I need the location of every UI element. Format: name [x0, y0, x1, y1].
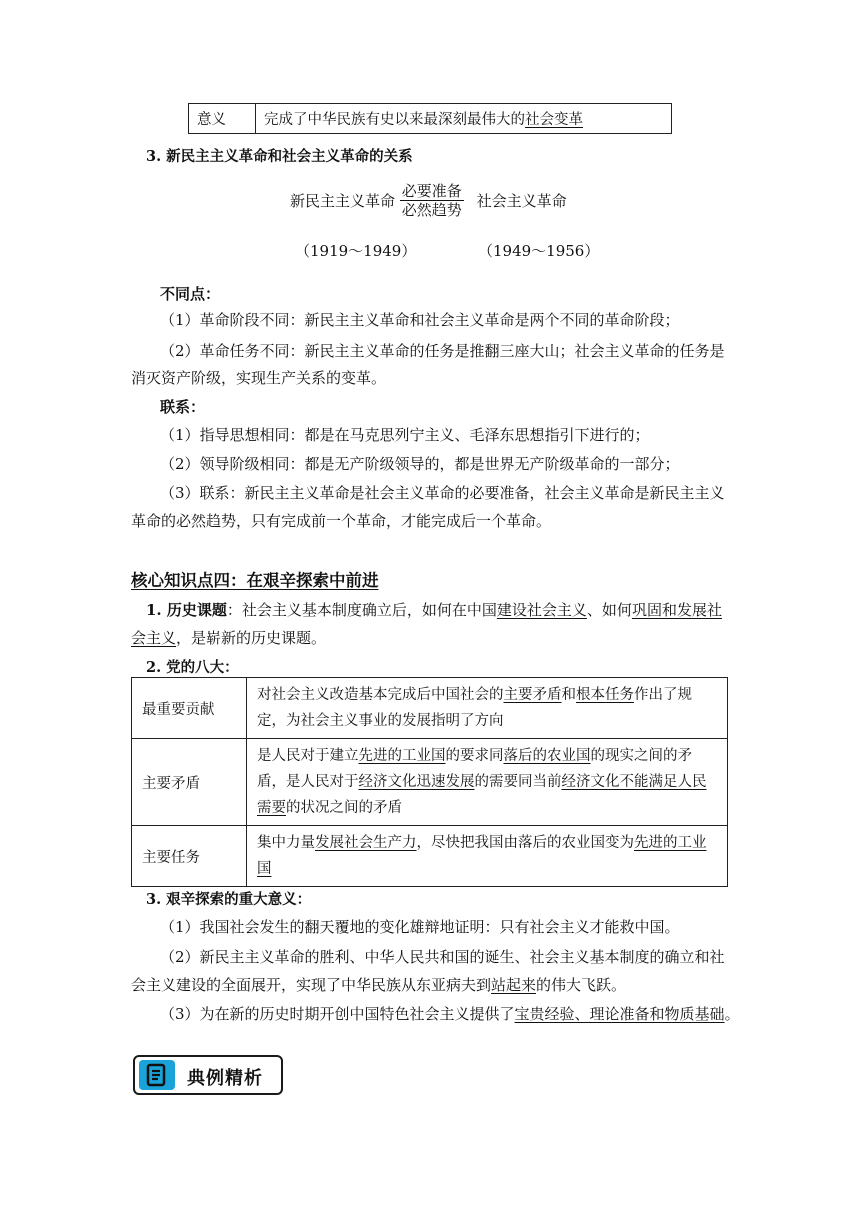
diff-2b: 消灭资产阶级，实现生产关系的变革。: [131, 369, 387, 387]
diff-1: （1）革命阶段不同：新民主主义革命和社会主义革命是两个不同的革命阶段；: [160, 311, 680, 329]
row-label-contradiction: 主要矛盾: [132, 739, 247, 826]
eighth-congress-table: [131, 677, 728, 887]
significance-2b: 会主义建设的全面展开，实现了中华民族从东亚病夫到站起来的伟大飞跃。: [131, 976, 627, 994]
right-years: （1949～1956）: [478, 242, 600, 260]
relation-diagram: [290, 182, 567, 219]
meaning-table: [188, 103, 672, 134]
link-3b: 革命的必然趋势，只有完成前一个革命，才能完成后一个革命。: [131, 512, 552, 530]
left-years: （1919～1949）: [295, 242, 417, 260]
core-heading: 核心知识点四：在艰辛探索中前进: [131, 571, 379, 590]
significance-2a: （2）新民主主义革命的胜利、中华人民共和国的诞生、社会主义基本制度的确立和社: [160, 948, 725, 966]
history-topic: 1. 历史课题：社会主义基本制度确立后，如何在中国建设社会主义、如何巩固和发展社: [146, 601, 722, 619]
diff-2a: （2）革命任务不同：新民主主义革命的任务是推翻三座大山；社会主义革命的任务是: [160, 342, 725, 360]
example-analysis-badge: [133, 1055, 283, 1095]
arrow-top-label: 必要准备: [401, 182, 462, 200]
significance-1: （1）我国社会发生的翻天覆地的变化雄辩地证明：只有社会主义才能救中国。: [160, 918, 680, 936]
new-democratic-revolution: 新民主主义革命: [290, 192, 396, 210]
meaning-content: 完成了中华民族有史以来最深刻最伟大的社会变革: [256, 104, 672, 134]
link-title: 联系：: [160, 398, 206, 416]
arrow-bottom-label: 必然趋势: [401, 201, 462, 219]
row-label-contribution: 最重要贡献: [132, 678, 247, 739]
relation-arrow: [400, 182, 464, 219]
row-content-contradiction: 是人民对于建立先进的工业国的要求同落后的农业国的现实之间的矛 盾，是人民对于经济文化迅速发展的需要同当前经济文化不能满足人民 需要的状况之间的矛盾: [247, 739, 728, 826]
row-content-contribution: 对社会主义改造基本完成后中国社会的主要矛盾和根本任务作出了规 定，为社会主义事业的发展指明了方向: [247, 678, 728, 739]
socialist-revolution: 社会主义革命: [476, 192, 567, 210]
link-2: （2）领导阶级相同：都是无产阶级领导的，都是世界无产阶级革命的一部分；: [160, 455, 680, 473]
eighth-congress-title: 2. 党的八大：: [146, 659, 239, 676]
meaning-label: 意义: [189, 104, 256, 134]
significance-3: （3）为在新的历史时期开创中国特色社会主义提供了宝贵经验、理论准备和物质基础。: [160, 1005, 740, 1023]
significance-title: 3. 艰辛探索的重大意义：: [146, 891, 312, 908]
diff-title: 不同点：: [160, 285, 221, 303]
link-3a: （3）联系：新民主主义革命是社会主义革命的必要准备，社会主义革命是新民主主义: [160, 484, 725, 502]
row-label-task: 主要任务: [132, 826, 247, 887]
row-content-task: 集中力量发展社会生产力，尽快把我国由落后的农业国变为先进的工业 国: [247, 826, 728, 887]
badge-label: 典例精析: [187, 1068, 263, 1089]
section-title: 3. 新民主主义革命和社会主义革命的关系: [146, 148, 413, 165]
link-1: （1）指导思想相同：都是在马克思列宁主义、毛泽东思想指引下进行的；: [160, 426, 650, 444]
history-topic-cont: 会主义，是崭新的历史课题。: [131, 629, 327, 647]
document-icon: [139, 1060, 175, 1090]
